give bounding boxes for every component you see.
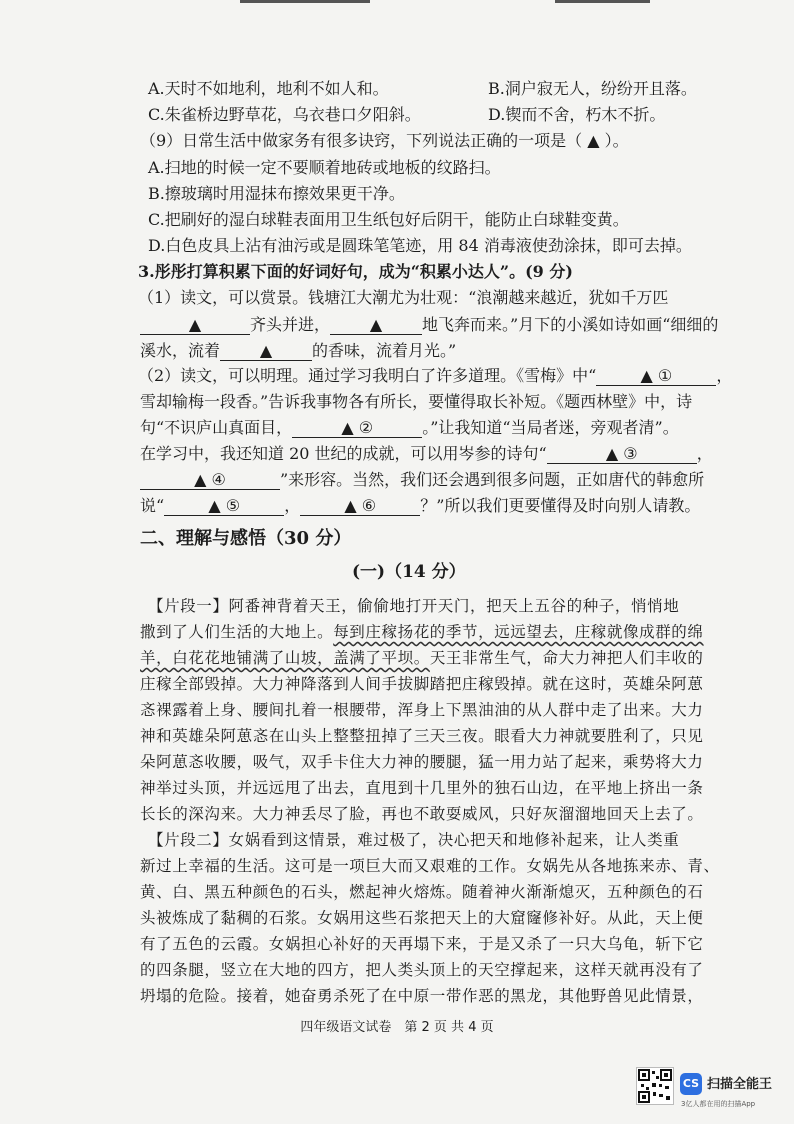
q3-part1-line3: 溪水，流着 ▲ 的香味，流着月光。” [140,341,457,360]
answer-blank-6[interactable]: ▲ ⑥ [300,497,420,516]
scanner-tagline: 3亿人都在用的扫描App [681,1100,756,1108]
answer-blank-1[interactable]: ▲ ① [596,367,716,386]
q8-option-a: A.天时不如地利，地利不如人和。 [148,79,389,98]
q3-part2-line4: 在学习中，我还知道 20 世纪的成就，可以用岑参的诗句“ ▲ ③ ， [140,444,713,463]
passage-line: 羊，白花花地铺满了山坡，盖满了平坝。天王非常生气，命大力神把人们丰收的 [140,649,704,667]
q9-option-a: A.扫地的时候一定不要顺着地砖或地板的纹路扫。 [148,158,501,177]
passage-line: 庄稼全部毁掉。大力神降落到人间手拔脚踏把庄稼毁掉。就在这时，英雄朵阿葸 [140,675,704,693]
passage-line: 【片段一】阿番神背着天王，偷偷地打开天门，把天上五谷的种子，悄悄地 [148,597,680,615]
passage-line: 黄、白、黑五种颜色的石头，燃起神火熔炼。随着神火渐渐熄灭，五种颜色的石 [140,883,704,901]
underlined-sentence: 羊，白花花地铺满了山坡，盖满了平坝。 [140,649,430,667]
q8-option-d: D.锲而不舍，朽木不折。 [488,105,666,124]
q8-option-b: B.洞户寂无人，纷纷开且落。 [488,79,697,98]
answer-blank-5[interactable]: ▲ ⑤ [164,497,284,516]
passage-line: 忞裸露着上身、腰间扎着一根腰带，浑身上下黑油油的从人群中走了出来。大力 [140,701,704,719]
passage-line: 长长的深沟来。大力神丢尽了脸，再也不敢耍威风，只好灰溜溜地回天上去了。 [140,805,704,823]
subsection-title: (一)（14 分） [352,562,466,582]
answer-blank-2[interactable]: ▲ ② [292,419,422,438]
q8-option-c: C.朱雀桥边野草花，乌衣巷口夕阳斜。 [148,105,421,124]
section-title: 二、理解与感悟（30 分） [140,528,352,549]
q3-title: 3.彤彤打算积累下面的好词好句，成为“积累小达人”。(9 分) [138,262,573,281]
page-footer: 四年级语文试卷 第 2 页 共 4 页 [300,1020,494,1035]
answer-blank-4[interactable]: ▲ ④ [140,471,280,490]
passage-line: 的四条腿，竖立在大地的四方，把人类头顶上的天空撑起来，这样天就再没有了 [140,961,704,979]
top-scan-edge [240,0,370,3]
passage-line: 撒到了人们生活的大地上。每到庄稼扬花的季节，远远望去，庄稼就像成群的绵 [140,623,704,641]
passage-line: 坍塌的危险。接着，她奋勇杀死了在中原一带作恶的黑龙，其他野兽见此情景， [140,987,704,1005]
top-scan-edge [555,0,650,3]
scanner-app-name: 扫描全能王 [707,1077,773,1092]
underlined-sentence: 每到庄稼扬花的季节，远远望去，庄稼就像成群的绵 [333,623,704,641]
answer-blank-3[interactable]: ▲ ③ [547,445,697,464]
passage-line: 新过上幸福的生活。这可是一项巨大而又艰难的工作。女娲先从各地拣来赤、青、 [140,857,720,875]
passage-line: 头被炼成了黏稠的石浆。女娲用这些石浆把天上的大窟窿修补好。从此，天上便 [140,909,704,927]
passage-line: 神举过头顶，并远远甩了出去，直甩到十几里外的独石山边，在平地上挤出一条 [140,779,704,797]
q9-option-c: C.把刷好的湿白球鞋表面用卫生纸包好后阴干，能防止白球鞋变黄。 [148,210,629,229]
q3-part2-line5: ▲ ④ ”来形容。当然，我们还会遇到很多问题，正如唐代的韩愈所 [140,469,704,491]
q9-stem: （9）日常生活中做家务有很多诀窍，下列说法正确的一项是（ ▲ ）。 [140,131,629,150]
q3-part2-line3: 句“不识庐山真面目， ▲ ② 。”让我知道“当局者迷，旁观者清”。 [140,418,679,437]
passage-line: 有了五色的云霞。女娲担心补好的天再塌下来，于是又杀了一只大乌龟，斩下它 [140,935,704,953]
answer-blank[interactable]: ▲ [220,342,312,361]
q9-option-b: B.擦玻璃时用湿抹布擦效果更干净。 [148,184,405,203]
q3-part2-line1: （2）读文，可以明理。通过学习我明白了许多道理。《雪梅》中“ ▲ ① ， [138,366,733,385]
q3-part1-line1: （1）读文，可以赏景。钱塘江大潮尤为壮观：“浪潮越来越近，犹如千万匹 [138,288,669,307]
passage-line: 朵阿葸忞收腰，吸气，双手卡住大力神的腰腿，猛一用力站了起来，乘势将大力 [140,753,704,771]
q3-part2-line6: 说“ ▲ ⑤ ， ▲ ⑥ ？”所以我们更要懂得及时向别人请教。 [140,496,701,515]
answer-blank[interactable]: ▲ [330,316,422,335]
q3-part2-line2: 雪却输梅一段香。”告诉我事物各有所长，要懂得取长补短。《题西林壁》中，诗 [140,392,693,411]
answer-blank[interactable]: ▲ [140,316,250,335]
q9-option-d: D.白色皮具上沾有油污或是圆珠笔笔迹，用 84 消毒液使劲涂抹，即可去掉。 [148,236,692,255]
passage-line: 【片段二】女娲看到这情景，难过极了，决心把天和地修补起来，让人类重 [148,831,680,849]
q3-part1-line2: ▲ 齐头并进， ▲ 地飞奔而来。”月下的小溪如诗如画“细细的 [140,314,718,336]
qr-code-icon [636,1067,674,1105]
passage-line: 神和英雄朵阿葸忞在山头上整整扭掉了三天三夜。眼看大力神就要胜利了，只见 [140,727,704,745]
camscanner-logo-icon: CS [680,1073,702,1095]
